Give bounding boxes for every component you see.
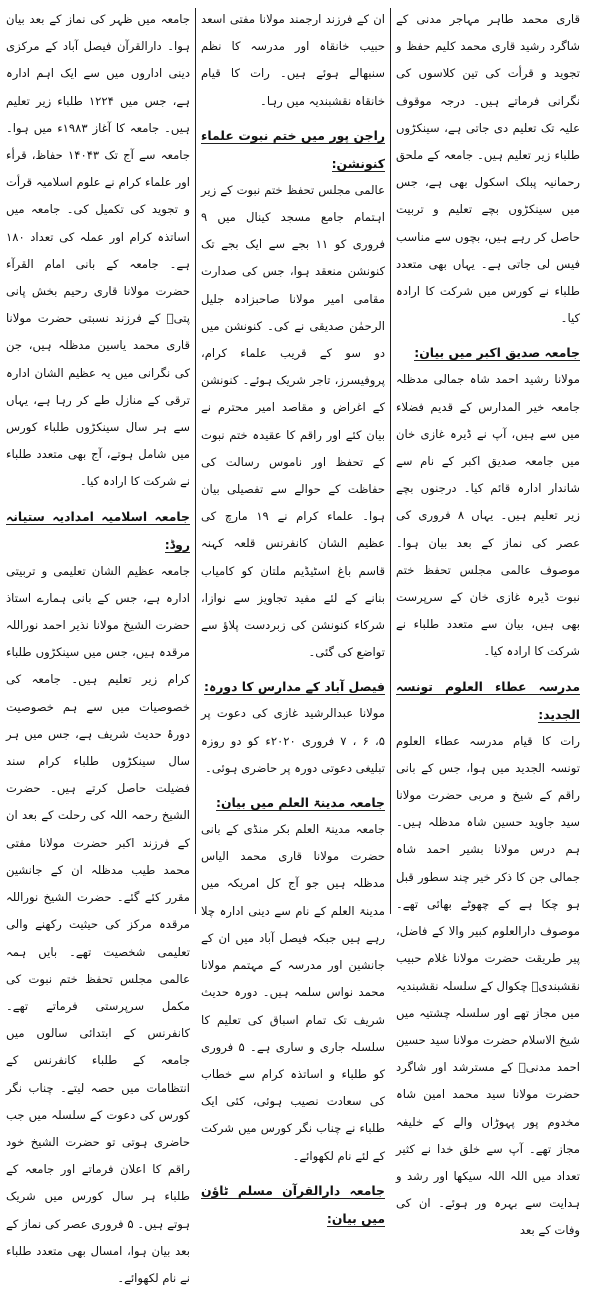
- section-heading: مدرسہ عطاء العلوم تونسہ الجدید:: [396, 678, 580, 722]
- column-divider: [390, 8, 391, 914]
- article-paragraph: جامعہ میں ظہر کی نماز کے بعد بیان ہوا۔ دارالقرآن فیصل آباد کے مرکزی دینی اداروں میں سے ایک اہم ادارہ ہے، جس میں ۱۲۲۴ طلباء زیر تعلیم ہیں۔ جامعہ کا آغاز ۱۹۸۳ء میں ہوا۔ جامعہ سے آج تک ۱۴۰۴۳ حفاظ، قرأء اور علماء کرام نے علوم اسلامیہ قرأت و تجوید کی تکمیل کی۔ جامعہ میں اساتذہ کرام اور عملہ کی تعداد ۱۸۰ ہے۔ جامعہ کے بانی امام القرآء حضرت مولانا قاری رحیم بخش پانی پتیؒ کے فرزند نسبتی حضرت مولانا قاری محمد یاسین مدظلہ ہیں، جن کی نگرانی میں یہ عظیم الشان ادارہ ترقی کے منازل طے کر رہا ہے، یہاں سے ہر سال سینکڑوں طلباء کورس میں شامل ہوتے، آج بھی متعدد طلباء نے شرکت کا ارادہ کیا۔: [6, 12, 190, 489]
- section-heading-wrap: [201, 788, 385, 816]
- section-heading: جامعہ اسلامیہ امدادیہ ستیانہ روڈ:: [6, 508, 190, 552]
- section-heading: راجن پور میں ختم نبوت علماء کنونشن:: [201, 127, 385, 171]
- article-paragraph: ان کے فرزند ارجمند مولانا مفتی اسعد حبیب خانقاہ اور مدرسہ کا نظم سنبھالے ہوئے ہیں۔ رات کا قیام خانقاہ نقشبندیہ میں رہا۔: [201, 12, 385, 108]
- section-heading-wrap: [201, 1176, 385, 1232]
- column-divider: [195, 8, 196, 914]
- article-paragraph: جامعہ مدینۃ العلم بکر منڈی کے بانی حضرت مولانا قاری محمد الیاس مدظلہ ہیں جو آج کل امریکہ میں مدینۃ العلم کے نام سے دینی ادارہ چلا رہے ہیں جبکہ فیصل آباد میں ان کے جانشین اور مدرسہ کے مہتمم مولانا محمد نواس سلمہ ہیں۔ دورہ حدیث شریف تک تمام اسباق کی تعلیم کا سلسلہ جاری و ساری ہے۔ ۵ فروری کو طلباء و اساتذہ کرام سے خطاب کی سعادت نصیب ہوئی، کئی ایک طلباء نے چناب نگر کورس میں شرکت کے لئے نام لکھوائے۔: [201, 822, 385, 1163]
- column-left: [2, 6, 194, 1285]
- article-paragraph: قاری محمد طاہر مہاجر مدنی کے شاگرد رشید قاری محمد کلیم حفظ و تجوید و قرأت کی تین کلاسوں کی نگرانی فرماتے ہیں۔ درجہ موقوف علیہ تک تعلیم دی جاتی ہے، سینکڑوں طلباء زیر تعلیم ہیں۔ جامعہ کے ملحق رحمانیہ پبلک اسکول بھی ہے، جس میں سینکڑوں بچے تعلیم و تربیت حاصل کر رہے ہیں، بچوں سے مناسب فیس لی جاتی ہے۔ یہاں بھی متعدد طلباء نے کورس میں شرکت کا ارادہ کیا۔: [396, 12, 580, 326]
- section-heading-wrap: [201, 121, 385, 177]
- section-heading-wrap: [6, 502, 190, 558]
- column-middle: [197, 6, 389, 1226]
- section-heading-wrap: [396, 672, 580, 728]
- article-paragraph: مولانا رشید احمد شاہ جمالی مدظلہ جامعہ خیر المدارس کے قدیم فضلاء میں سے ہیں، آپ نے ڈیرہ غازی خان میں جامعہ صدیق اکبر کے نام سے شاندار ادارہ قائم کیا۔ درجنوں بچے زیر تعلیم ہیں۔ یہاں ۸ فروری کی عصر کی نماز کے بعد بیان ہوا۔ موصوف عالمی مجلس تحفظ ختم نبوت ڈیرہ غازی خان کے سرپرست بھی ہیں، بیان سے متعدد طلباء نے شرکت کا ارادہ کیا۔: [396, 372, 580, 659]
- section-heading-wrap: [201, 672, 385, 700]
- article-paragraph: جامعہ عظیم الشان تعلیمی و تربیتی ادارہ ہے، جس کے بانی ہمارے استاذ حضرت الشیخ مولانا نذیر احمد نوراللہ مرقدہ ہیں، جس میں سینکڑوں طلباء کرام زیر تعلیم ہیں۔ جامعہ کی خصوصیات میں سے ہم خصوصیت دورۂ حدیث شریف ہے، جس میں ہر سال سینکڑوں طلباء کرام سند فضیلت حاصل کرتے ہیں۔ حضرت الشیخ رحمہ اللہ کی رحلت کے بعد ان کے فرزند اکبر حضرت مولانا مفتی محمد طیب مدظلہ ان کے جانشین مقرر کئے گئے۔ حضرت الشیخ نوراللہ مرقدہ مرکز کی حیثیت رکھنے والی تعلیمی شخصیت تھے۔ بایں ہمہ عالمی مجلس تحفظ ختم نبوت کی مکمل سرپرستی فرماتے تھے۔ کانفرنس کے ابتدائی سالوں میں جامعہ کے طلباء کانفرنس کے انتظامات میں حصہ لیتے۔ چناب نگر کورس کی دعوت کے سلسلہ میں جب حاضری ہوتی تو حضرت الشیخ خود راقم کا اعلان فرماتے اور جامعہ کے طلباء ہر سال کورس میں شریک ہوتے ہیں۔ ۵ فروری عصر کی نماز کے بعد بیان ہوا، امسال بھی متعدد طلباء نے نام لکھوائے۔: [6, 563, 190, 1285]
- section-heading: جامعہ مدینۃ العلم میں بیان:: [215, 795, 385, 811]
- section-heading: جامعہ صدیق اکبر میں بیان:: [414, 345, 580, 361]
- article-paragraph: رات کا قیام مدرسہ عطاء العلوم تونسہ الجدید میں ہوا، جس کے بانی راقم کے شیخ و مربی حضرت مولانا سید جاوید حسین شاہ مدظلہ ہیں۔ ہم درس مولانا بشیر احمد شاہ جمالی جن کا ذکر خیر چند سطور قبل ہو چکا ہے کے چھوٹے بھائی تھے۔ موصوف دارالعلوم کبیر والا کے فاضل، پیر طریقت حضرت مولانا غلام حبیب نقشبندیؒ چکوال کے سلسلہ نقشبندیہ میں مجاز تھے اور سلسلہ چشتیہ میں شیخ الاسلام حضرت مولانا سید حسین احمد مدنیؒ کے مسترشد اور شاگرد حضرت مولانا سید محمد امین شاہ مخدوم پور پہوڑاں والے کے خلیفہ مجاز تھے۔ آپ سے خلق خدا نے کثیر تعداد میں اللہ اللہ سیکھا اور رشد و ہدایت سے بہرہ ور ہوئے۔ ان کی وفات کے بعد: [396, 733, 580, 1238]
- section-heading: جامعہ دارالقرآن مسلم ٹاؤن میں بیان:: [201, 1182, 385, 1226]
- section-heading: فیصل آباد کے مدارس کا دورہ:: [204, 679, 385, 695]
- article-paragraph: عالمی مجلس تحفظ ختم نبوت کے زیر اہتمام جامع مسجد کینال میں ۹ فروری کو ۱۱ بجے سے ایک بجے تک کنونشن منعقد ہوا، جس کی صدارت مقامی امیر مولانا صاحبزادہ جلیل الرحمٰن صدیقی نے کی۔ کنونشن میں دو سو کے قریب علماء کرام، پروفیسرز، تاجر شریک ہوئے۔ کنونشن کے اغراض و مقاصد امیر محترم نے بیان کئے اور راقم کا عقیدہ ختم نبوت کے تحفظ اور ناموس رسالت کی حفاظت کے حوالے سے تفصیلی بیان ہوا۔ علماء کرام نے ۱۹ مارچ کی عظیم الشان کانفرنس قلعہ کہنہ قاسم باغ اسٹیڈیم ملتان کو کامیاب بنانے کے لئے مفید تجاویز سے نوازا، شرکاء کنونشن کی زبردست پلاؤ سے تواضع کی گئی۔: [201, 182, 385, 660]
- column-right: [392, 6, 584, 1238]
- article-paragraph: مولانا عبدالرشید غازی کی دعوت پر ۵، ۶ ، ۷ فروری ۲۰۲۰ء کو دو روزہ تبلیغی دعوتی دورہ پر حاضری ہوئی۔: [201, 706, 385, 775]
- section-heading-wrap: [396, 338, 580, 366]
